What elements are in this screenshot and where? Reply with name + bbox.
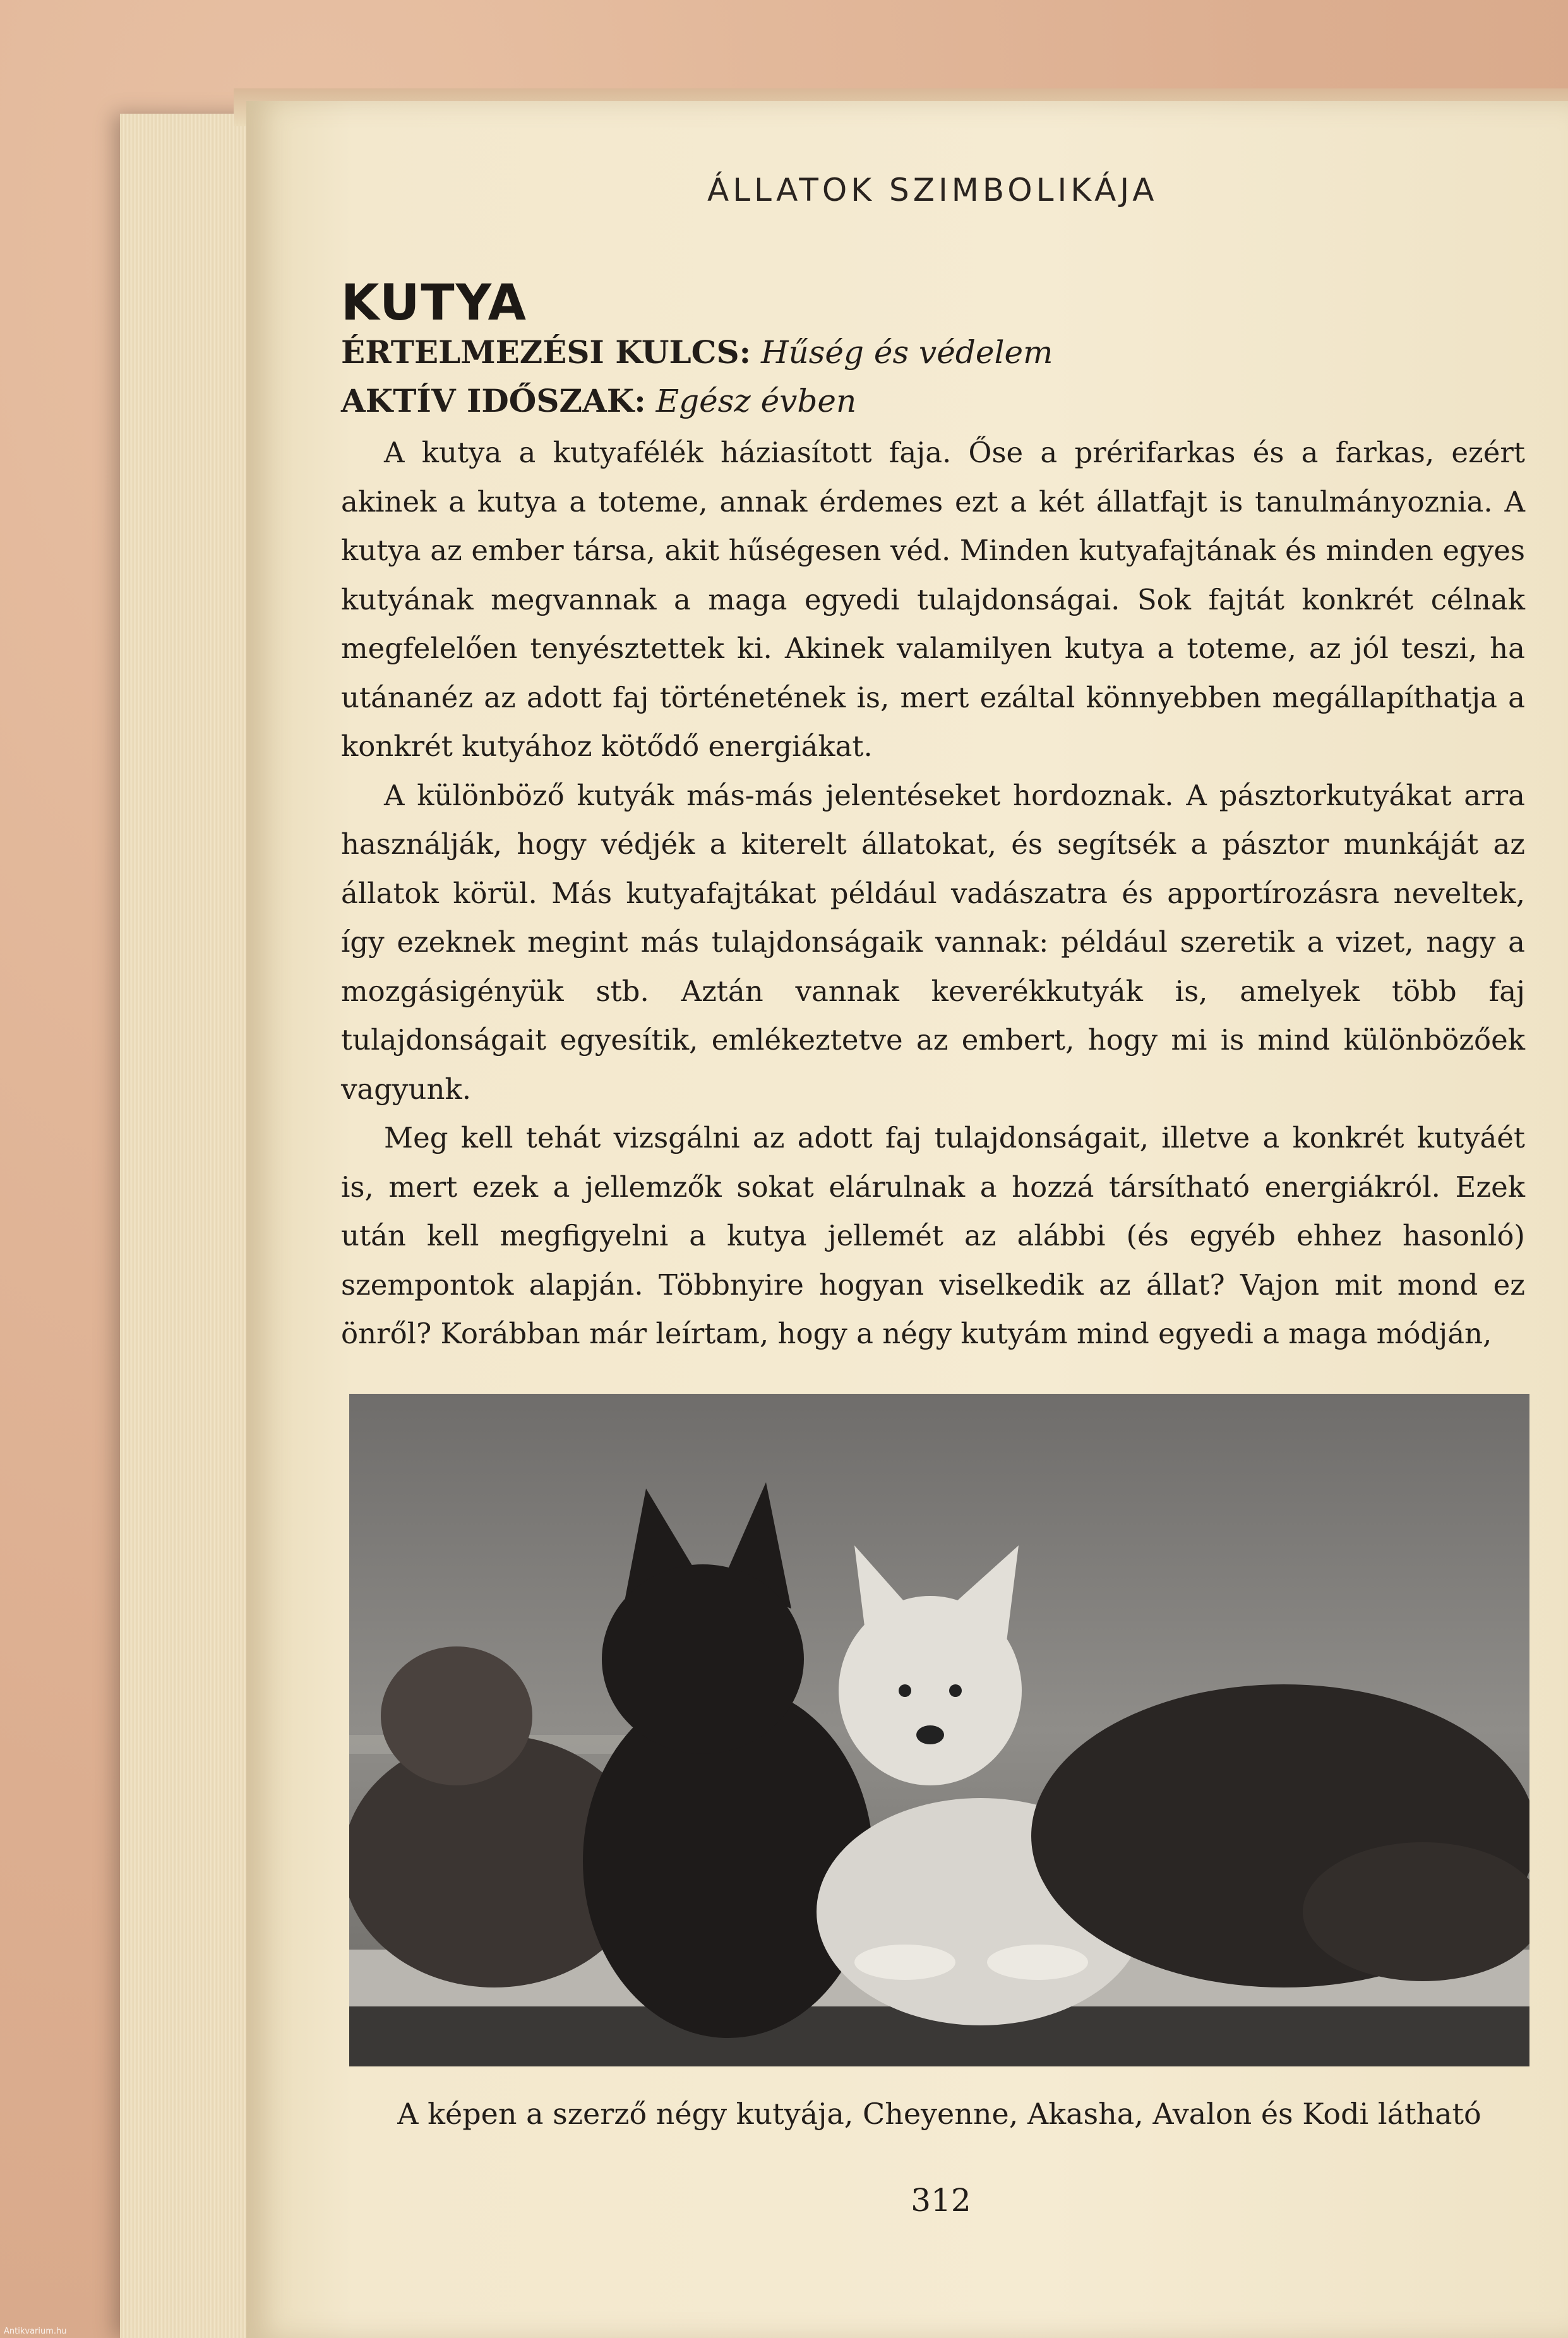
meta-value: Hűség és védelem [760, 334, 1053, 371]
paragraph: Meg kell tehát vizsgálni az adott faj tulajdonságait, illetve a konkrét kutyáét is, mert ezek a jellemzők sokat elárulnak a hozzá társítható energiákról. Ezek után kell megfigyelni a kutya jellemét az alábbi (és egyéb ehhez hasonló) szempontok alapján. Többnyire hogyan viselkedik az állat? Vajon mit mond ez önről? Korábban már leírtam, hogy a négy kutyám mind egyedi a maga módján, [341, 1121, 1525, 1350]
photo-caption: A képen a szerző négy kutyája, Cheyenne, Akasha, Avalon és Kodi látható [397, 2097, 1481, 2131]
dog-eye [949, 1684, 962, 1697]
dogs-photo-illustration [349, 1394, 1529, 2066]
meta-value: Egész évben [655, 383, 857, 419]
dog-white-paw [987, 1945, 1088, 1980]
meta-key: ÉRTELMEZÉSI KULCS: [341, 333, 751, 371]
page-stack-edge [120, 114, 265, 2338]
section-heading: KUTYA [341, 275, 527, 332]
page-number: 312 [911, 2182, 971, 2219]
dog-eye [899, 1684, 911, 1697]
paragraph: A kutya a kutyafélék háziasított faja. Őse a prérifarkas és a farkas, ezért akinek a kutya a toteme, annak érdemes ezt a két állatfajt is tanulmányoznia. A kutya az ember társa, akit hűségesen véd. Minden kutyafajtának és minden egyes kutyának megvannak a maga egyedi tulajdonságai. Sok fajtát konkrét célnak megfelelően tenyésztettek ki. Akinek valamilyen kutya a toteme, az jól teszi, ha utánanéz az adott faj történetének is, mert ezáltal könnyebben megállapíthatja a konkrét kutyához kötődő energiákat. [341, 436, 1525, 763]
interpretation-key [341, 333, 1053, 371]
dogs-photo [349, 1394, 1529, 2066]
body-text [341, 428, 1525, 1358]
dog-white-paw [854, 1945, 955, 1980]
dog-nose [916, 1725, 944, 1744]
paragraph: A különböző kutyák más-más jelentéseket hordoznak. A pásztorkutyákat arra használják, hogy védjék a kiterelt állatokat, és segítsék a pásztor munkáját az állatok körül. Más kutyafajtákat például vadászatra és apportírozásra neveltek, így ezeknek megint más tulajdonságaik vannak: például szeretik a vizet, nagy a mozgásigényük stb. Aztán vannak keverékkutyák is, amelyek több faj tulajdonságait egyesítik, emlékeztetve az embert, hogy mi is mind különbözőek vagyunk. [341, 778, 1525, 1106]
meta-key: AKTÍV IDŐSZAK: [341, 382, 646, 419]
active-period [341, 382, 856, 419]
running-head: ÁLLATOK SZIMBOLIKÁJA [707, 172, 1158, 208]
dog-black-shepherd-head [602, 1564, 804, 1754]
watermark: Antikvarium.hu [4, 2327, 67, 2336]
dog-long-haired-head [381, 1646, 532, 1785]
